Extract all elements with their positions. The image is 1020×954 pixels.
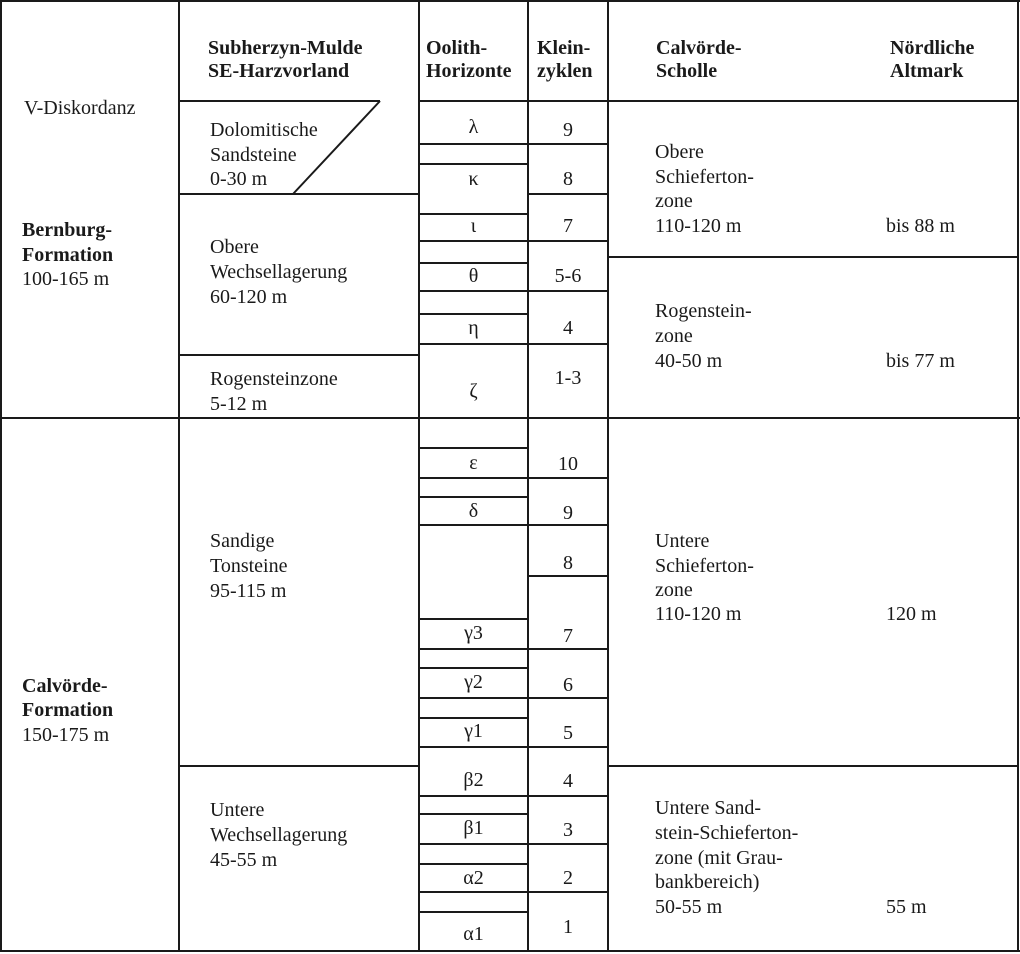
calv-unit-3-line-3: zone <box>655 579 693 601</box>
header-altmark-2: Altmark <box>890 60 964 82</box>
kleinzyklus: 1 <box>563 916 573 938</box>
kleinzyklus: 4 <box>563 317 573 339</box>
oolith-horizon: ζ <box>469 380 478 402</box>
sub-unit-5-line-1: Untere <box>210 799 265 821</box>
formation-bernburg-name-1: Bernburg- <box>22 219 112 241</box>
calv-unit-1-line-1: Obere <box>655 141 704 163</box>
header-klein-2: zyklen <box>537 60 593 82</box>
oolith-horizon: ι <box>470 215 477 237</box>
kleinzyklus: 8 <box>563 552 573 574</box>
formation-calvoerde-name-2: Formation <box>22 699 114 721</box>
kleinzyklus: 7 <box>563 215 573 237</box>
oolith-horizon: γ3 <box>464 622 483 644</box>
header-subherzyn-2: SE-Harzvorland <box>208 60 350 82</box>
sub-unit-4-line-2: Tonsteine <box>210 555 288 577</box>
sub-unit-1-line-2: Sandsteine <box>210 144 297 166</box>
sub-unit-5-line-3: 45-55 m <box>210 849 278 871</box>
calv-unit-3-line-1: Untere <box>655 530 710 552</box>
kleinzyklus: 3 <box>563 819 573 841</box>
calv-unit-4-line-3: zone (mit Grau- <box>655 847 783 869</box>
oolith-horizon: α1 <box>463 923 484 945</box>
kleinzyklus: 5 <box>563 722 573 744</box>
sub-unit-4-line-1: Sandige <box>210 530 275 552</box>
sub-unit-1-line-1: Dolomitische <box>210 119 318 141</box>
header-calvoerde-1: Calvörde- <box>656 37 742 59</box>
calv-unit-2-line-3: 40-50 m <box>655 350 723 372</box>
altmark-value-3: 120 m <box>886 603 937 625</box>
calv-unit-2-line-2: zone <box>655 325 693 347</box>
calv-unit-1-line-4: 110-120 m <box>655 215 742 237</box>
oolith-horizon: ε <box>469 452 478 474</box>
oolith-horizon: θ <box>468 265 479 287</box>
calv-unit-4-line-5: 50-55 m <box>655 896 723 918</box>
calv-unit-4-line-2: stein-Schieferton- <box>655 822 799 844</box>
header-oolith-2: Horizonte <box>426 60 512 82</box>
header-oolith-1: Oolith- <box>426 37 488 59</box>
kleinzyklus: 1-3 <box>554 367 582 389</box>
sub-unit-5-line-2: Wechsellagerung <box>210 824 348 846</box>
sub-unit-2-line-3: 60-120 m <box>210 286 288 308</box>
header-altmark-1: Nördliche <box>890 37 975 59</box>
sub-unit-2-line-1: Obere <box>210 236 259 258</box>
oolith-horizon: κ <box>468 168 479 190</box>
formation-bernburg-thickness: 100-165 m <box>22 268 110 290</box>
sub-unit-1-line-3: 0-30 m <box>210 168 268 190</box>
sub-unit-3-line-1: Rogensteinzone <box>210 368 338 390</box>
discordance-label: V-Diskordanz <box>24 97 136 119</box>
formation-bernburg-name-2: Formation <box>22 244 114 266</box>
kleinzyklus: 9 <box>563 502 573 524</box>
sub-unit-3-line-2: 5-12 m <box>210 393 268 415</box>
calv-unit-4-line-4: bankbereich) <box>655 871 760 893</box>
formation-calvoerde-name-1: Calvörde- <box>22 675 108 697</box>
altmark-value-1: bis 88 m <box>886 215 955 237</box>
calv-unit-1-line-3: zone <box>655 190 693 212</box>
calv-unit-4-line-1: Untere Sand- <box>655 797 762 819</box>
header-calvoerde-2: Scholle <box>656 60 718 82</box>
altmark-value-4: 55 m <box>886 896 927 918</box>
oolith-horizon: γ1 <box>464 720 483 742</box>
kleinzyklus: 7 <box>563 625 573 647</box>
kleinzyklus: 10 <box>558 453 578 475</box>
header-subherzyn-1: Subherzyn-Mulde <box>208 37 363 59</box>
oolith-horizon: η <box>468 317 479 339</box>
kleinzyklus: 2 <box>563 867 573 889</box>
oolith-horizon: γ2 <box>464 671 483 693</box>
sub-unit-2-line-2: Wechsellagerung <box>210 261 348 283</box>
oolith-horizon: λ <box>468 116 479 138</box>
calv-unit-3-line-2: Schieferton- <box>655 555 754 577</box>
kleinzyklus: 5-6 <box>554 265 582 287</box>
formation-calvoerde-thickness: 150-175 m <box>22 724 110 746</box>
kleinzyklus: 6 <box>563 674 573 696</box>
header-klein-1: Klein- <box>537 37 591 59</box>
kleinzyklus: 9 <box>563 119 573 141</box>
oolith-horizon: β1 <box>463 817 484 839</box>
kleinzyklus: 8 <box>563 168 573 190</box>
calv-unit-2-line-1: Rogenstein- <box>655 300 752 322</box>
altmark-value-2: bis 77 m <box>886 350 955 372</box>
sub-unit-4-line-3: 95-115 m <box>210 580 287 602</box>
oolith-horizon: δ <box>468 500 479 522</box>
calv-unit-3-line-4: 110-120 m <box>655 603 742 625</box>
calv-unit-1-line-2: Schieferton- <box>655 166 754 188</box>
oolith-horizon: α2 <box>463 867 484 889</box>
kleinzyklus: 4 <box>563 770 573 792</box>
oolith-horizon: β2 <box>463 769 484 791</box>
